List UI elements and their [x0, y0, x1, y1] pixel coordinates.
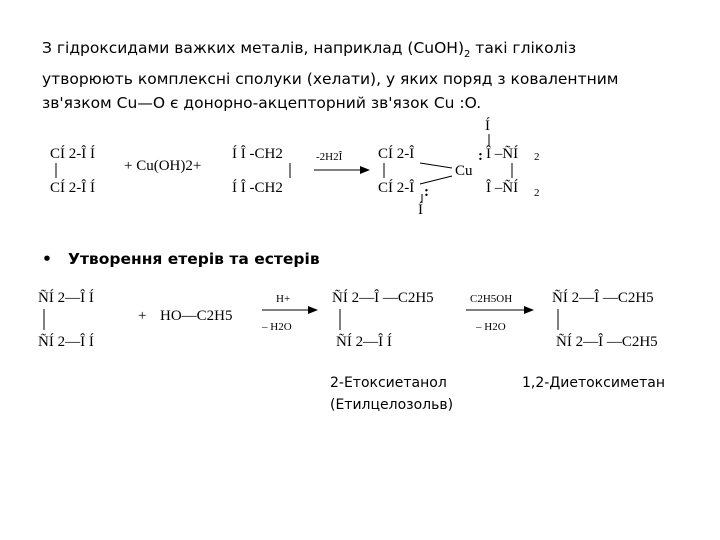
- r2-ethanol: HO—C2H5: [160, 308, 233, 324]
- caption-product-1-alt: (Етилцелозольв): [330, 397, 454, 413]
- intro-line-2: утворюють комплексні сполуки (хелати), у яких поряд з ковалентним: [42, 70, 619, 89]
- r1-product-right-bottom: Î –ÑÍ: [486, 180, 519, 196]
- r2-product1-bottom: ÑÍ 2—Î Í: [336, 334, 392, 350]
- r1-product-h-top: Í: [485, 118, 490, 134]
- r1-glycol-bottom: CÍ 2-Î Í: [50, 180, 95, 196]
- r2-product1-top: ÑÍ 2—Î —C2H5: [332, 290, 434, 306]
- reaction-2: [38, 289, 658, 350]
- r2-arrow1-head: [308, 306, 318, 314]
- intro-line-3: зв'язком Cu—O є донорно-акцепторний зв'язок Cu :O.: [42, 94, 482, 113]
- intro-line-1-subscript: 2: [464, 49, 471, 61]
- intro-line-1-end: такі гліколіз: [470, 39, 577, 57]
- r1-product-top: CÍ 2-Î: [378, 146, 415, 162]
- r2-product2-top: ÑÍ 2—Î —C2H5: [552, 290, 654, 306]
- r1-cu-bond-top: [420, 163, 452, 168]
- r1-plus-reagent: + Cu(OH)2+: [124, 158, 202, 174]
- intro-line-1-text: З гідроксидами важких металів, наприклад (CuOH): [42, 39, 464, 57]
- r2-glycol-bottom: ÑÍ 2—Î Í: [38, 334, 94, 350]
- r1-arrow-label: -2H2Î: [316, 151, 343, 163]
- r1-diol-bottom: Í Î -CH2: [232, 180, 283, 196]
- r1-product-right-top-sub: 2: [534, 151, 540, 163]
- bullet-text: Утворення етерів та естерів: [68, 250, 320, 268]
- r1-product-bottom: CÍ 2-Î: [378, 180, 415, 196]
- r1-cu-bond-bottom: [420, 176, 452, 184]
- r1-product-right-top: Î –ÑÍ: [486, 146, 519, 162]
- r1-diol-top: Í Î -CH2: [232, 146, 283, 162]
- caption-product-1-name: 2-Етоксиетанол: [330, 375, 447, 391]
- caption-product-1: [330, 372, 453, 416]
- r2-arrow2-top: C2H5OH: [470, 293, 513, 305]
- r2-arrow2-bottom: – H2O: [476, 321, 506, 333]
- r1-product-h-bottom: Í: [418, 202, 423, 218]
- r2-plus: +: [138, 308, 147, 324]
- r2-arrow2-head: [524, 306, 534, 314]
- r2-product2-bottom: ÑÍ 2—Î —C2H5: [556, 334, 658, 350]
- r1-donor-dots-top: :: [478, 148, 483, 164]
- r1-glycol-top: CÍ 2-Î Í: [50, 146, 95, 162]
- caption-product-2: 1,2-Диетоксиметан: [522, 375, 666, 391]
- r2-arrow1-top: H+: [276, 293, 291, 305]
- reaction-1: [50, 117, 540, 218]
- r2-glycol-top: ÑÍ 2—Î Í: [38, 290, 94, 306]
- r1-cu: Cu: [455, 163, 473, 179]
- r1-product-right-bottom-sub: 2: [534, 187, 540, 199]
- bullet-dot: •: [42, 250, 52, 268]
- r1-donor-dots-bottom: :: [424, 184, 429, 200]
- r1-arrowhead: [360, 166, 370, 174]
- r2-arrow1-bottom: – H2O: [262, 321, 292, 333]
